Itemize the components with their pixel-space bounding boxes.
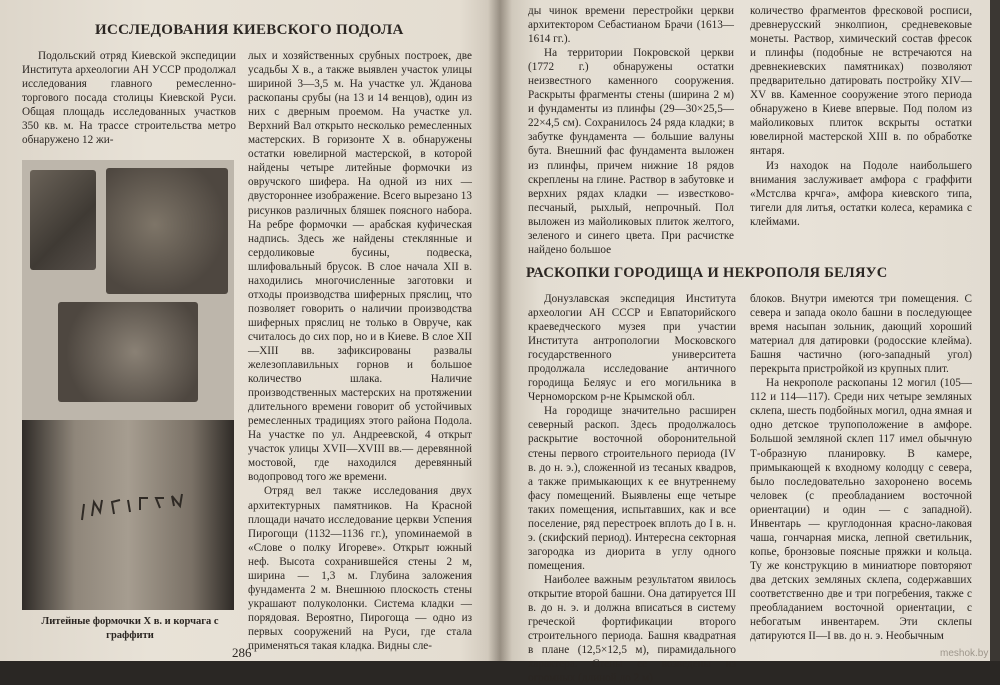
- right-bottom-paragraph-4: блоков. Внутри имеются три помещения. С севера и запада около башни в последующее время насыпан зольник, дающий хороший материал для датировки (родосские клейма). Башня частично (юго-западный угол) перекрыта пристройкой из крупных плит.: [750, 293, 972, 376]
- right-col1-paragraph-2: На территории Покровской церкви (1772 г.) обнаружены остатки неизвестного каменного сооружения. Раскрыты фрагменты стены (ширина 2 м) и фундаменты из плинфы (29—30×25,5—22×4,5 см). Сохранилось 24 ряда кладки; в забутке фундамента — большие валуны бута. Внешний фас фундамента выложен из плинфы, причем нижние 18 рядов скреплены на глине. Раствор в забутовке и верхних рядах кладки — известково-песчаный, рыхлый, непрочный. Пол выложен из майоликовых плиток желтого, зеленого и синего цвета. При расчистке найдено большое: [528, 47, 734, 256]
- left-page: [0, 0, 500, 661]
- left-paragraph-2: Отряд вел также исследования двух архитектурных памятников. На Красной площади начато исследование церкви Успения Пирогощи (1132—1136 гг.), упоминаемой в «Слове о полку Игореве». Открыт южный неф. Высота сохранившейся стены 2 м, ширина — 1,3 м. Глубина заложения фундамента 2 м. Внешнюю плоскость стены украшают полуколонки. Система кладки — порядовая. Вероятно, Пирогоща — одно из первых сооружений на Руси, где стала применяться такая кладка. Видны сле-: [248, 485, 472, 652]
- left-paragraph-1: лых и хозяйственных срубных построек, две усадьбы X в., а также выявлен участок улицы шириной 3—3,5 м. На участке ул. Жданова раскопаны срубы (на 13 и 14 венцов), один из них с дверным проемом. На участке ул. Верхний Вал открыто несколько ремесленных мастерских. В горизонте X в. обнаружены остатки ювелирной мастерской, в которой найдены четыре литейные формочки из овручского шифера. На одной из них — двустороннее изображение. Всего вырезано 13 рисунков различных бляшек поясного набора. На ребре формочки — арабская куфическая надпись. Здесь же найдены стеклянные и сердоликовые бусины, подвеска, шлифовальный брусок. В слое начала XII в. находились многочисленные заготовки и отходы производства шиферных пряслиц, что позволяет говорить о наличии производства шиферных пряслиц не только в Овруче, как считалось до сих пор, но и в Киеве. В слое XII—XIII вв. зафиксированы развалы железоплавильных горнов и большое количество шлака. Наличие производственных мастерских на протяжении длительного времени говорит об устойчивых ремесленных традициях этого района Подола. На участке по ул. Андреевской, 4 открыт участок улицы XVII—XVIII вв.— деревянной мостовой, где находился деревянный водопровод того же времени.: [248, 50, 472, 484]
- amphora-photo: [22, 420, 234, 610]
- photo-plate: [22, 160, 234, 610]
- page-number: 286: [232, 645, 252, 660]
- mold-photo-3: [58, 302, 198, 402]
- right-col1-top: [528, 4, 734, 254]
- right-page: [500, 0, 990, 685]
- mold-photo-1: [30, 170, 96, 270]
- book-gutter: [488, 0, 512, 661]
- left-page-heading: ИССЛЕДОВАНИЯ КИЕВСКОГО ПОДОЛА: [95, 22, 404, 38]
- right-bottom-paragraph-1: Донузлавская экспедиция Института археологии АН СССР и Евпаторийского краеведческого музея при участии Института антропологии Московского государственного университета продолжала исследование античного городища Беляус и его могильника в Черноморском р-не Крымской обл.: [528, 293, 736, 404]
- right-bottom-paragraph-3: Наиболее важным результатом явилось открытие второй башни. Она датируется III в. до н. э. и должна вписаться в систему греческой фортификации второго строительного периода. Башня квадратная в плане (12,5×12,5 м), пирамидального характера. Стены ее возведены из огромных (длиной до 2 м): [528, 573, 736, 685]
- right-bottom-paragraph-5: На некрополе раскопаны 12 могил (105—112 и 114—117). Среди них четыре земляных склепа, шесть подбойных могил, одна ямная и одно детское трупоположение в амфоре. Большой земляной склеп 117 имел обычную Т-образную планировку. В камере, примыкающей к входному колодцу с севера, было последовательно захоронено восемь человек (с преобладанием восточной ориентации) и один — с западной). Инвентарь — круглодонная красно-лаковая чаша, гончарная миска, лепной светильник, копье, бронзовые поясные пряжки и кольца. Ту же конструкцию в миниатюре повторяют два детских земляных склепа, содержавших соответственно две и три погребения, также с преобладанием восточной ориентации, с небогатым инвентарем. Эти склепы датируются II—I вв. до н. э. Необычным: [750, 377, 972, 643]
- right-col2-paragraph-1: количество фрагментов фресковой росписи, древнерусский энколпион, средневековые монеты. Раствор, химический состав фресок и плинфы (подобные не встречаются на древнекиевских памятниках) позволяют предварительно датировать постройку XIV—XV вв. Каменное сооружение этого периода обнаружено в Киеве впервые. Под полом из майоликовых плиток вскрыты остатки ювелирной мастерской XIII в. по обработке янтаря.: [750, 5, 972, 158]
- watermark: meshok.by: [940, 648, 989, 659]
- graffiti-icon: [22, 420, 234, 610]
- right-col2-top: [750, 4, 972, 254]
- book-edge: [990, 0, 1000, 661]
- left-intro-column: [22, 49, 236, 147]
- intro-paragraph: Подольский отряд Киевской экспедиции Института археологии АН УССР продолжал исследования главного ремесленно-торгового посада столицы Киевской Руси. Общая площадь исследованных участков 350 кв. м. На трассе строительства метро обнаружено 12 жи-: [22, 50, 236, 147]
- mold-photo-2: [106, 168, 228, 294]
- left-main-column: [248, 49, 472, 652]
- right-col2-paragraph-2: Из находок на Подоле наибольшего внимания заслуживает амфора с граффити «Мстслва крчга», амфора киевского типа, тигели для литья, остатки колеса, керамика с клеймами.: [750, 159, 972, 228]
- right-bottom-paragraph-2: На городище значительно расширен северный раскоп. Здесь продолжалось раскрытие восточной оборонительной стены первого строительного периода (IV в. до н. э.), сложенной из тесаных квадров, а также примыкающих к ее внутреннему фасу помещений. Выявлены еще четыре таких помещения, испытавших, как и все поселение, ряд перестроек вплоть до I в. н. э. (скифский период). Интересна секторная загородка из диорита в углу одного помещения.: [528, 405, 736, 572]
- right-col1-paragraph-1: ды чинок времени перестройки церкви архитектором Себастианом Брачи (1613—1614 гг.).: [528, 5, 734, 46]
- right-col1-bottom: [528, 292, 736, 685]
- photo-caption: Литейные формочки X в. и корчага с граффити: [41, 616, 219, 641]
- right-page-heading: РАСКОПКИ ГОРОДИЩА И НЕКРОПОЛЯ БЕЛЯУС: [526, 265, 888, 281]
- right-col2-bottom: [750, 292, 972, 661]
